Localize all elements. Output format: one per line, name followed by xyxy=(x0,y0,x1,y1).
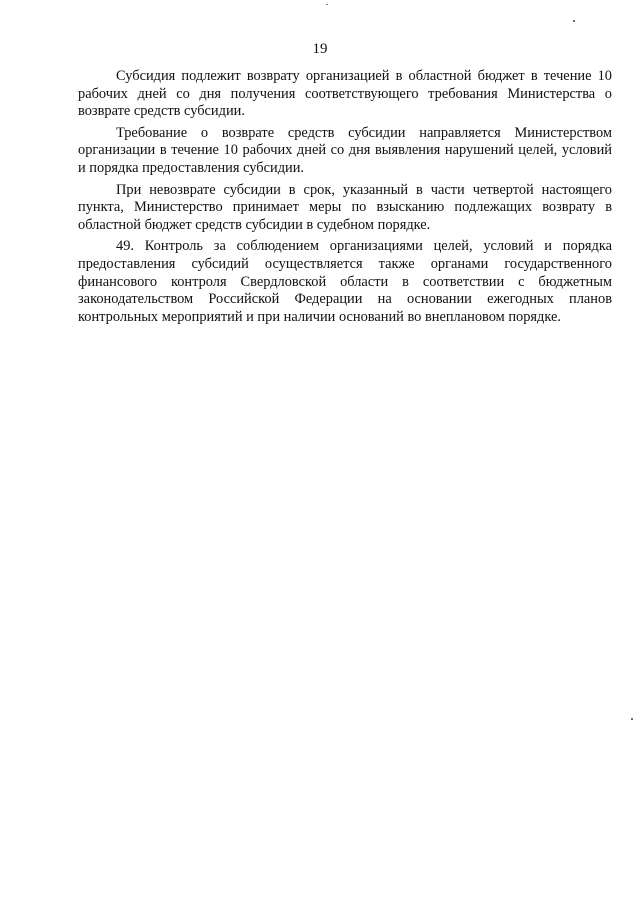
paragraph-return-requirement: Требование о возврате средств субсидии направляется Министерством организации в течение 10 рабочих дней со дня выявления нарушений целей, условий и порядка предоставления субсидии. xyxy=(78,124,612,176)
scan-artifact-mark xyxy=(631,718,633,720)
page-number: 19 xyxy=(312,41,328,57)
paragraph-non-return-recovery: При невозврате субсидии в срок, указанный в части четвертой настоящего пункта, Министерство принимает меры по взысканию подлежащих возврату в областной бюджет средств субсидии в судебном порядке. xyxy=(78,181,612,233)
scan-artifact-mark xyxy=(326,4,328,5)
document-body xyxy=(78,68,612,330)
paragraph-item-49-control: 49. Контроль за соблюдением организациями целей, условий и порядка предоставления субсидий осуществляется также органами государственного финансового контроля Свердловской области в соответствии с бюджетным законодательством Российской Федерации на основании ежегодных планов контрольных мероприятий и при наличии оснований во внеплановом порядке. xyxy=(78,238,612,325)
paragraph-subsidy-return: Субсидия подлежит возврату организацией в областной бюджет в течение 10 рабочих дней со дня получения соответствующего требования Министерства о возврате средств субсидии. xyxy=(78,68,612,120)
scan-artifact-mark xyxy=(573,20,575,22)
